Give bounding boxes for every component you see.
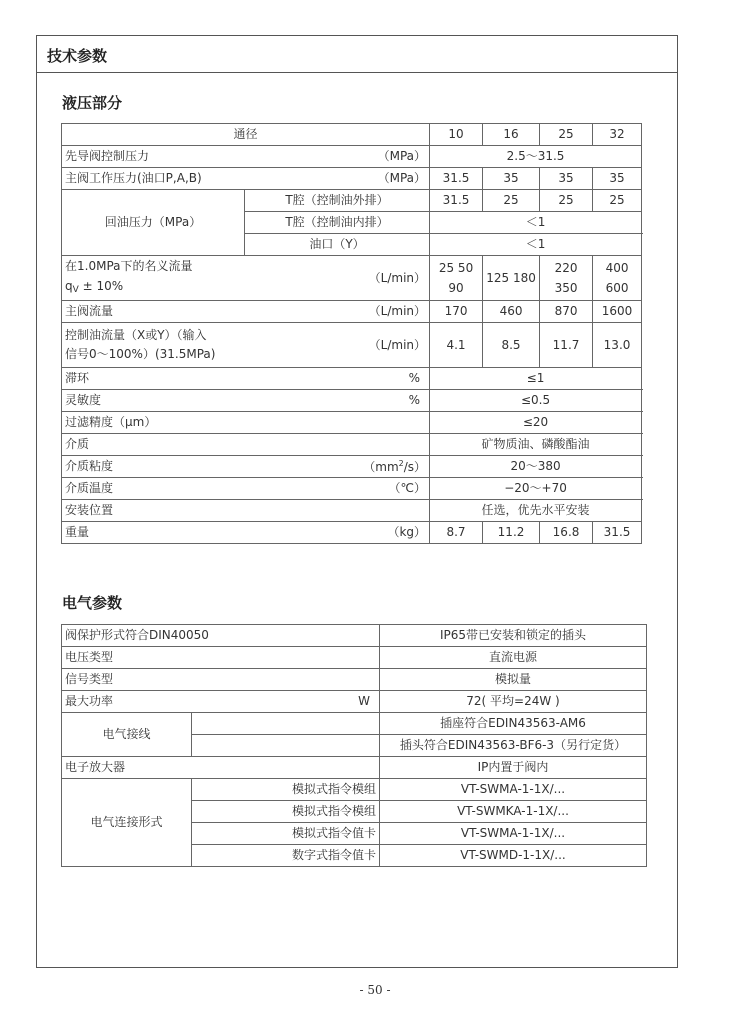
mounting-label: 安装位置 [62,500,430,522]
table-row [62,323,642,368]
row-label [62,691,380,713]
wiring-label: 电气接线 [62,713,192,757]
cell-value: 8.5 [483,323,540,368]
cell-value: 125 180 [483,256,540,301]
cell-value: 11.2 [483,522,540,544]
cell-value: 31.5 [430,190,483,212]
nominal-flow-label [62,256,430,301]
temperature-label: 介质温度 [65,481,114,496]
main-flow-label: 主阀流量 [65,304,114,319]
flow-32-a: 400 [605,261,629,275]
connection-type: 模拟式指令模组 [192,801,380,823]
return-pressure-label: 回油压力（MPa） [62,190,245,256]
cell-value: 170 [430,301,483,323]
table-row [62,168,642,190]
viscosity-value: 20～380 [430,456,642,478]
row-label [62,368,430,390]
cell-value: 1600 [593,301,642,323]
hysteresis-unit: % [408,371,421,386]
row-label [62,168,430,190]
port-y-value: ＜1 [430,234,642,256]
hydraulic-spec-table [61,123,642,544]
size-10: 10 [430,124,483,146]
cell-value: 870 [540,301,593,323]
viscosity-unit-b: /s） [403,459,427,474]
cell-value: 11.7 [540,323,593,368]
table-row [62,146,642,168]
table-row [62,625,647,647]
viscosity-unit [363,459,426,474]
table-row [62,691,647,713]
section-header-bar [37,36,677,73]
medium-value: 矿物质油、磷酸酯油 [430,434,642,456]
header-label: 通径 [62,124,430,146]
mounting-value: 任选，优先水平安装 [430,500,642,522]
row-label [62,456,430,478]
empty-cell [192,713,380,735]
cell-value: 35 [483,168,540,190]
cell-value: 13.0 [593,323,642,368]
protection-label: 阀保护形式符合DIN40050 [62,625,380,647]
pilot-pressure-unit: （MPa） [377,149,427,164]
voltage-type-label: 电压类型 [62,647,380,669]
table-row [62,256,642,301]
control-flow-label-line2: 信号0～100%）(31.5MPa) [65,347,216,361]
viscosity-unit-sup: 2 [398,458,404,468]
table-row [62,757,647,779]
cell-value: 8.7 [430,522,483,544]
cell-value: 35 [593,168,642,190]
pilot-pressure-value: 2.5～31.5 [430,146,642,168]
protection-value: IP65带已安装和锁定的插头 [380,625,647,647]
flow-32-b: 600 [605,281,629,295]
cell-value: 31.5 [593,522,642,544]
row-label [62,478,430,500]
size-16: 16 [483,124,540,146]
cell-value: 25 [540,190,593,212]
cell-value: 25 [483,190,540,212]
empty-cell [192,735,380,757]
wiring-plug: 插头符合EDIN43563-BF6-3（另行定货） [380,735,647,757]
row-label [62,390,430,412]
table-row [62,412,642,434]
port-y-label: 油口（Y） [245,234,430,256]
cell-value: 4.1 [430,323,483,368]
connection-label: 电气连接形式 [62,779,192,867]
nominal-flow-q: q [65,279,73,293]
connection-type: 模拟式指令值卡 [192,823,380,845]
t-internal-label: T腔（控制油内排） [245,212,430,234]
control-flow-unit: （L/min） [368,337,427,352]
nominal-flow-unit: （L/min） [368,270,427,285]
control-flow-label [62,323,430,368]
table-row [62,522,642,544]
voltage-type-value: 直流电源 [380,647,647,669]
connection-model: VT-SWMKA-1-1X/... [380,801,647,823]
nominal-flow-q-sub: V [72,285,79,295]
signal-type-value: 模拟量 [380,669,647,691]
connection-type: 数字式指令值卡 [192,845,380,867]
medium-label: 介质 [62,434,430,456]
page-title: 技术参数 [47,47,108,65]
flow-10-b: 90 [448,281,464,295]
main-pressure-label: 主阀工作压力(油口P,A,B) [65,171,202,186]
table-row [62,390,642,412]
weight-label: 重量 [65,525,90,540]
size-25: 25 [540,124,593,146]
table-row [62,647,647,669]
signal-type-label: 信号类型 [62,669,380,691]
temperature-unit: （℃） [388,481,427,496]
table-row [62,478,642,500]
wiring-socket: 插座符合EDIN43563-AM6 [380,713,647,735]
table-row [62,713,647,735]
flow-25-b: 350 [554,281,578,295]
control-flow-label-line1: 控制油流量（X或Y）（输入 [65,328,207,342]
main-flow-unit: （L/min） [368,304,427,319]
cell-value: 460 [483,301,540,323]
filter-label: 过滤精度（μm） [62,412,430,434]
t-internal-value: ＜1 [430,212,642,234]
cell-value [430,256,483,301]
hysteresis-label: 滞环 [65,371,90,386]
cell-value: 16.8 [540,522,593,544]
amplifier-value: IP内置于阀内 [380,757,647,779]
table-row [62,124,642,146]
max-power-label: 最大功率 [65,694,114,709]
connection-model: VT-SWMD-1-1X/... [380,845,647,867]
table-row [62,301,642,323]
temperature-value: −20～+70 [430,478,642,500]
table-row [62,368,642,390]
size-32: 32 [593,124,642,146]
sensitivity-value: ≤0.5 [430,390,642,412]
hysteresis-value: ≤1 [430,368,642,390]
sensitivity-unit: % [408,393,421,408]
page-number: - 50 - [359,983,391,997]
electrical-spec-table [61,624,647,867]
main-pressure-unit: （MPa） [377,171,427,186]
table-row [62,190,642,212]
weight-unit: （kg） [387,525,427,540]
cell-value: 31.5 [430,168,483,190]
cell-value: 25 [593,190,642,212]
filter-value: ≤20 [430,412,642,434]
electrical-section-title: 电气参数 [62,594,123,612]
max-power-unit: W [358,694,370,709]
table-row [62,434,642,456]
row-label [62,522,430,544]
t-external-label: T腔（控制油外排） [245,190,430,212]
table-row [62,500,642,522]
row-label [62,146,430,168]
sensitivity-label: 灵敏度 [65,393,102,408]
cell-value: 35 [540,168,593,190]
connection-type: 模拟式指令模组 [192,779,380,801]
flow-10-a: 25 50 [438,261,474,275]
pilot-pressure-label: 先导阀控制压力 [65,149,150,164]
amplifier-label: 电子放大器 [62,757,380,779]
hydraulic-section-title: 液压部分 [62,94,123,112]
connection-model: VT-SWMA-1-1X/... [380,779,647,801]
viscosity-unit-a: （mm [363,459,399,474]
cell-value [540,256,593,301]
nominal-flow-label-line1: 在1.0MPa下的名义流量 [65,259,193,273]
connection-model: VT-SWMA-1-1X/... [380,823,647,845]
table-row [62,779,647,801]
max-power-value: 72( 平均=24W ) [380,691,647,713]
table-row [62,456,642,478]
flow-25-a: 220 [554,261,578,275]
nominal-flow-tolerance: ± 10% [78,279,124,293]
viscosity-label: 介质粘度 [65,459,114,474]
cell-value [593,256,642,301]
row-label [62,301,430,323]
table-row [62,669,647,691]
